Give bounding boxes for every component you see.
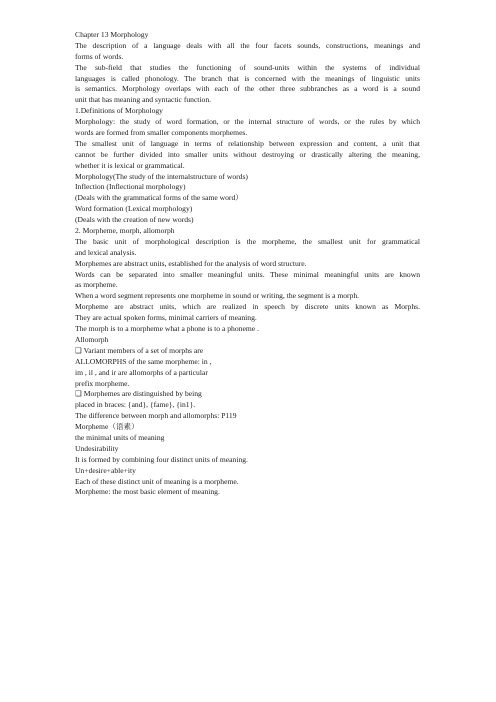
text-line: Inflection (Inflectional morphology)	[75, 182, 186, 192]
text-line: Morphology: the study of word formation, or the internal structure of words, or the rules by which	[75, 117, 420, 127]
text-line: The basic unit of morphological description is the morpheme, the smallest unit for grammatical	[75, 236, 420, 246]
document-body	[75, 30, 420, 498]
text-line: The description of a language deals with all the four facets sounds, constructions, meanings and	[75, 40, 420, 50]
text-line: The sub-field that studies the functioning of sound-units within the systems of individual	[75, 62, 420, 72]
text-line: the minimal units of meaning	[75, 432, 165, 442]
subheading: Morpheme（语素）	[75, 422, 139, 432]
text-line: words are formed from smaller components morphemes.	[75, 128, 248, 138]
text-line: The difference between morph and allomorphs: P119	[75, 411, 237, 421]
text-line: cannot be further divided into smaller units without destroying or drastically altering the meaning,	[75, 149, 420, 159]
text-line: is semantics. Morphology overlaps with each of the other three subbranches as a word is a sound	[75, 84, 420, 94]
text-line: Morphemes are abstract units, established for the analysis of word structure.	[75, 258, 307, 268]
text-line: Morpheme are abstract units, which are realized in speech by discrete units known as Morphs.	[75, 302, 420, 312]
text-line: They are actual spoken forms, minimal carriers of meaning.	[75, 313, 257, 323]
chapter-title: Chapter 13 Morphology	[75, 30, 149, 39]
subheading: Allomorph	[75, 334, 109, 344]
text-line: prefix morpheme.	[75, 378, 130, 388]
text-line: unit that has meaning and syntactic function.	[75, 95, 212, 105]
text-line: forms of words.	[75, 51, 124, 61]
text-line: Undesirability	[75, 443, 119, 453]
text-line: When a word segment represents one morpheme in sound or writing, the segment is a morph.	[75, 291, 360, 301]
bullet-line: ❑ Morphemes are distinguished by being	[75, 389, 202, 399]
text-line: The morph is to a morpheme what a phone is to a phoneme .	[75, 324, 259, 334]
section-heading: 2. Morpheme, morph, allomorph	[75, 226, 175, 236]
text-line: Morphology(The study of the internalstructure of words)	[75, 171, 248, 181]
text-line: The smallest unit of language in terms of relationship between expression and content, a unit that	[75, 138, 420, 148]
text-line: as morpheme.	[75, 280, 118, 290]
text-line: im , il , and ir are allomorphs of a particular	[75, 367, 208, 377]
text-line: Un+desire+able+ity	[75, 465, 136, 475]
text-line: placed in braces: {and}, {fame}, {in1}.	[75, 400, 196, 410]
text-line: Words can be separated into smaller meaningful units. These minimal meaningful units are known	[75, 269, 420, 279]
text-line: Morpheme: the most basic element of meaning.	[75, 487, 220, 497]
text-line: whether it is lexical or grammatical.	[75, 160, 185, 170]
text-line: Word formation (Lexical morphology)	[75, 204, 193, 214]
text-line: It is formed by combining four distinct units of meaning.	[75, 454, 248, 464]
text-line: (Deals with the grammatical forms of the same word）	[75, 193, 243, 203]
bullet-line: ❑ Variant members of a set of morphs are	[75, 345, 204, 355]
text-line: Each of these distinct unit of meaning is a morpheme.	[75, 476, 239, 486]
text-line: ALLOMORPHS of the same morpheme: in ,	[75, 356, 212, 366]
text-line: (Deals with the creation of new words)	[75, 215, 194, 225]
text-line: languages is called phonology. The branch that is concerned with the meanings of linguistic units	[75, 73, 420, 83]
section-heading: 1.Definitions of Morphology	[75, 106, 163, 116]
text-line: and lexical analysis.	[75, 247, 137, 257]
